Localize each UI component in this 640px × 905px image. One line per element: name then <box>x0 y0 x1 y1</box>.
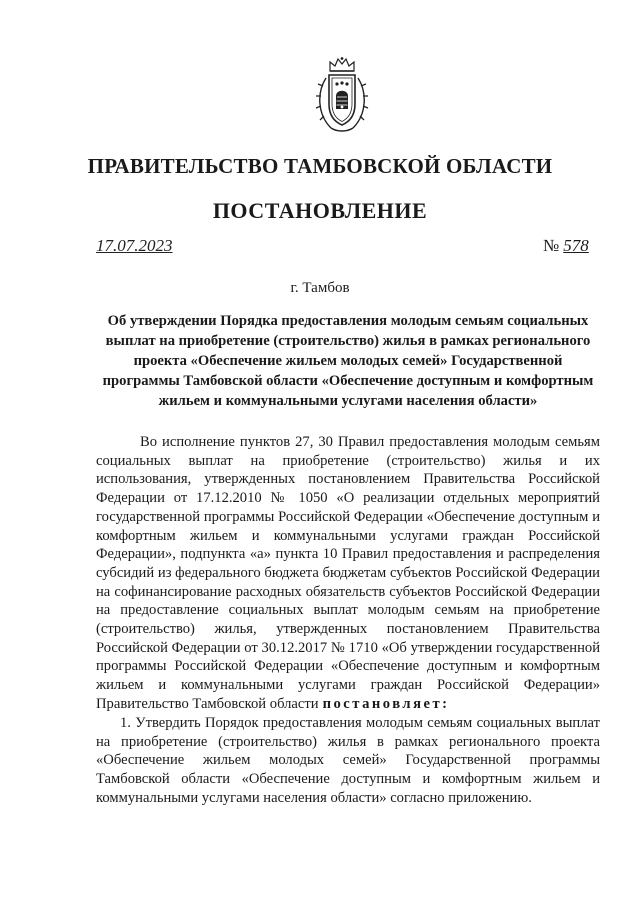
document-number <box>543 236 589 256</box>
coat-of-arms-emblem <box>313 56 371 134</box>
number-sign: № <box>543 236 560 255</box>
item-1-paragraph: 1. Утвердить Порядок предоставления молодым семьям социальных выплат на приобретение (строительство) жилья в рамках регионального проекта «Обеспечение жильем молодых семей» Государственной программы Тамбовской области «Обеспечение доступным и комфортным жильем и коммунальными услугами населения области» согласно приложению. <box>96 715 600 806</box>
preamble-text: Во исполнение пунктов 27, 30 Правил предоставления молодым семьям социальных выплат на приобретение (строительство) жилья и их использования, утвержденных постановлением Правительства Российской Федерации от 17.12.2010 № 1050 «О реализации отдельных мероприятий государственной программы Российской Федерации «Обеспечение доступным и комфортным жильем и коммунальными услугами граждан Российской Федерации», подпункта «а» пункта 10 Правил предоставления и распределения субсидий из федерального бюджета бюджетам субъектов Российской Федерации на софинансирование расходных обязательств субъектов Российской Федерации на предоставление социальных выплат молодым семьям на приобретение (строительство) жилья, утвержденных постановлением Правительства Российской Федерации от 30.12.2017 № 1710 «Об утверждении государственной программы Российской Федерации «Обеспечение доступным и комфортным жильем и коммунальными услугами граждан Российской Федерации» Правительство Тамбовской области <box>96 434 600 712</box>
preamble-paragraph <box>96 433 600 714</box>
decree-word: постановляет: <box>322 695 450 712</box>
organization-title: ПРАВИТЕЛЬСТВО ТАМБОВСКОЙ ОБЛАСТИ <box>87 154 553 178</box>
document-heading: Об утверждении Порядка предоставления молодым семьям социальных выплат на приобретение (строительство) жилья в рамках регионального проекта «Обеспечение жильем молодых семей» Государственной программы Тамбовской области «Обеспечение доступным и комфортным жильем и коммунальными услугами населения области» <box>102 313 594 409</box>
document-date: 17.07.2023 <box>96 236 173 255</box>
document-city: г. Тамбов <box>290 280 350 296</box>
number-value: 578 <box>563 236 589 255</box>
document-type-title: ПОСТАНОВЛЕНИЕ <box>212 198 428 223</box>
coat-of-arms-icon <box>313 56 371 134</box>
